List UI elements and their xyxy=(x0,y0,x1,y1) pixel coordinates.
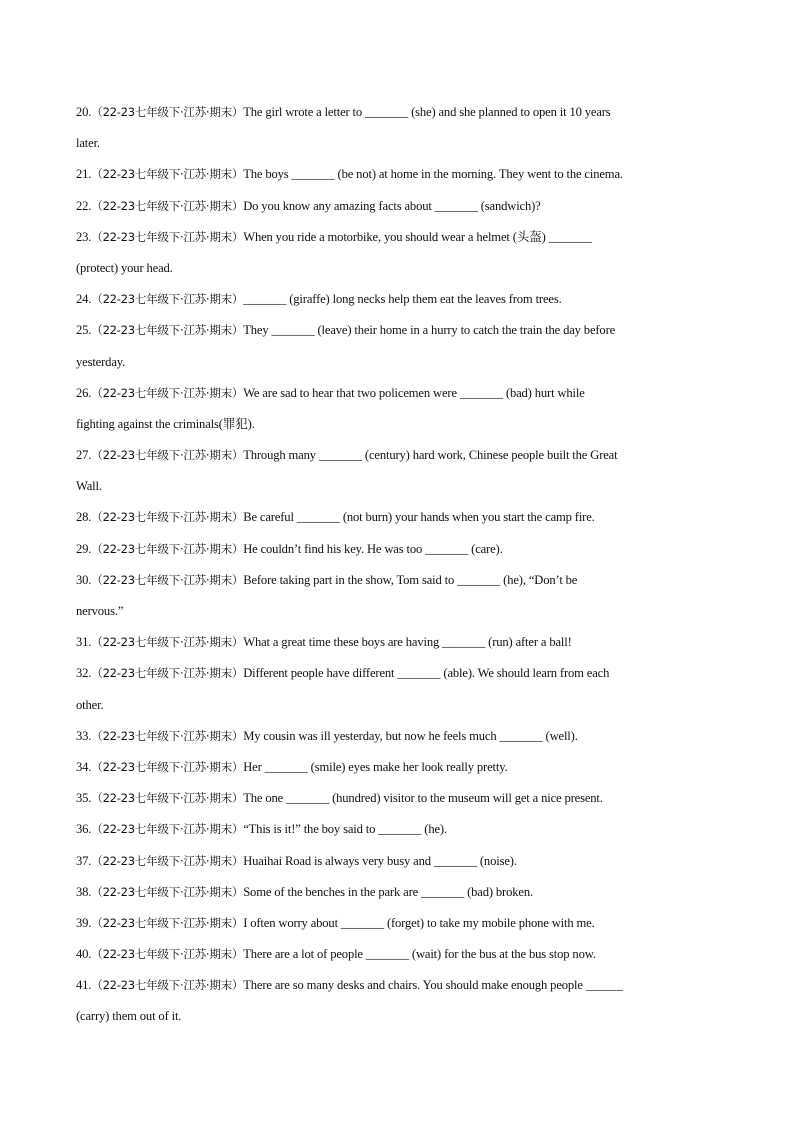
question-text: They _______ (leave) their home in a hurry to catch the train the day before xyxy=(243,323,616,338)
question-text: I often worry about _______ (forget) to take my mobile phone with me. xyxy=(243,915,595,930)
question-list xyxy=(76,97,726,1033)
question-line xyxy=(76,502,726,533)
question-source: （22-23七年级下·江苏·期末） xyxy=(91,635,244,650)
question-source: （22-23七年级下·江苏·期末） xyxy=(91,915,244,930)
question-text: There are so many desks and chairs. You should make enough people ______ xyxy=(243,978,623,993)
question-number: 22. xyxy=(76,198,92,213)
question-source: （22-23七年级下·江苏·期末） xyxy=(91,198,244,213)
question-number: 33. xyxy=(76,728,92,743)
question-source: （22-23七年级下·江苏·期末） xyxy=(91,666,244,681)
question-source: （22-23七年级下·江苏·期末） xyxy=(91,822,244,837)
question-number: 39. xyxy=(76,915,92,930)
question-line xyxy=(76,222,726,253)
question-continuation-line: other. xyxy=(76,697,104,712)
question-source: （22-23七年级下·江苏·期末） xyxy=(91,292,244,307)
question-line xyxy=(76,315,726,346)
question-text: When you ride a motorbike, you should wear a helmet (头盔) _______ xyxy=(243,229,592,244)
question-line xyxy=(76,191,726,222)
question-line xyxy=(76,658,726,689)
question-line xyxy=(76,284,726,315)
question-continuation-line: (protect) your head. xyxy=(76,260,173,275)
question-number: 26. xyxy=(76,385,92,400)
question-line xyxy=(76,565,726,596)
question-source: （22-23七年级下·江苏·期末） xyxy=(91,853,244,868)
question-number: 29. xyxy=(76,541,92,556)
question-number: 25. xyxy=(76,323,92,338)
question-continuation-line: nervous.” xyxy=(76,604,124,618)
question-continuation-line: Wall. xyxy=(76,479,102,494)
question-line xyxy=(76,908,726,939)
question-text: Before taking part in the show, Tom said to _______ (he), “Don’t be xyxy=(243,572,578,587)
question-line xyxy=(76,877,726,908)
question-text: Some of the benches in the park are _______ (bad) broken. xyxy=(243,884,533,899)
question-source: （22-23七年级下·江苏·期末） xyxy=(91,947,244,962)
question-number: 34. xyxy=(76,759,92,774)
question-line xyxy=(76,846,726,877)
question-text: _______ (giraffe) long necks help them eat the leaves from trees. xyxy=(243,292,562,307)
question-text: What a great time these boys are having _______ (run) after a ball! xyxy=(243,635,572,650)
question-line xyxy=(76,440,726,471)
question-source: （22-23七年级下·江苏·期末） xyxy=(91,791,244,806)
question-line xyxy=(76,970,726,1001)
question-line xyxy=(76,534,726,565)
question-number: 31. xyxy=(76,635,92,650)
question-text: My cousin was ill yesterday, but now he feels much _______ (well). xyxy=(243,728,578,743)
question-number: 28. xyxy=(76,510,92,525)
question-source: （22-23七年级下·江苏·期末） xyxy=(91,510,244,525)
question-continuation-line: later. xyxy=(76,136,100,151)
question-line xyxy=(76,378,726,409)
question-source: （22-23七年级下·江苏·期末） xyxy=(91,448,244,463)
question-source: （22-23七年级下·江苏·期末） xyxy=(91,759,244,774)
question-text: Do you know any amazing facts about _______ (sandwich)? xyxy=(243,198,541,213)
question-text: Huaihai Road is always very busy and _______ (noise). xyxy=(243,853,517,868)
question-continuation-line: (carry) them out of it. xyxy=(76,1009,182,1024)
question-number: 20. xyxy=(76,105,92,119)
question-number: 24. xyxy=(76,292,92,307)
question-number: 21. xyxy=(76,167,92,182)
question-number: 37. xyxy=(76,853,92,868)
question-text: The boys _______ (be not) at home in the morning. They went to the cinema. xyxy=(243,167,623,182)
question-line xyxy=(76,814,726,845)
question-number: 38. xyxy=(76,884,92,899)
question-text: Her _______ (smile) eyes make her look really pretty. xyxy=(243,759,508,774)
question-number: 23. xyxy=(76,229,92,244)
question-line xyxy=(76,159,726,190)
question-line xyxy=(76,721,726,752)
question-number: 32. xyxy=(76,666,92,681)
question-source: （22-23七年级下·江苏·期末） xyxy=(91,229,244,244)
question-source: （22-23七年级下·江苏·期末） xyxy=(91,167,244,182)
question-text: “This is it!” the boy said to _______ (he). xyxy=(243,822,447,837)
question-number: 40. xyxy=(76,947,92,962)
question-number: 35. xyxy=(76,791,92,806)
question-number: 27. xyxy=(76,448,92,463)
question-line xyxy=(76,783,726,814)
question-line xyxy=(76,97,726,128)
question-source: （22-23七年级下·江苏·期末） xyxy=(91,728,244,743)
question-text: Different people have different _______ (able). We should learn from each xyxy=(243,666,610,681)
question-number: 30. xyxy=(76,572,92,587)
question-source: （22-23七年级下·江苏·期末） xyxy=(91,541,244,556)
question-source: （22-23七年级下·江苏·期末） xyxy=(91,105,244,119)
question-continuation-line: yesterday. xyxy=(76,354,126,369)
question-source: （22-23七年级下·江苏·期末） xyxy=(91,323,244,338)
question-line xyxy=(76,939,726,970)
question-source: （22-23七年级下·江苏·期末） xyxy=(91,385,244,400)
question-line xyxy=(76,627,726,658)
question-number: 41. xyxy=(76,978,92,993)
question-text: He couldn’t find his key. He was too _______ (care). xyxy=(243,541,503,556)
question-source: （22-23七年级下·江苏·期末） xyxy=(91,572,244,587)
question-source: （22-23七年级下·江苏·期末） xyxy=(91,978,244,993)
question-line xyxy=(76,752,726,783)
question-text: Through many _______ (century) hard work, Chinese people built the Great xyxy=(243,448,618,463)
question-number: 36. xyxy=(76,822,92,837)
question-text: The girl wrote a letter to _______ (she) and she planned to open it 10 years xyxy=(243,105,611,119)
question-source: （22-23七年级下·江苏·期末） xyxy=(91,884,244,899)
question-text: We are sad to hear that two policemen were _______ (bad) hurt while xyxy=(243,385,585,400)
question-text: The one _______ (hundred) visitor to the museum will get a nice present. xyxy=(243,791,603,806)
question-text: Be careful _______ (not burn) your hands when you start the camp fire. xyxy=(243,510,595,525)
question-continuation-line: fighting against the criminals(罪犯). xyxy=(76,416,255,431)
question-text: There are a lot of people _______ (wait) for the bus at the bus stop now. xyxy=(243,947,596,962)
